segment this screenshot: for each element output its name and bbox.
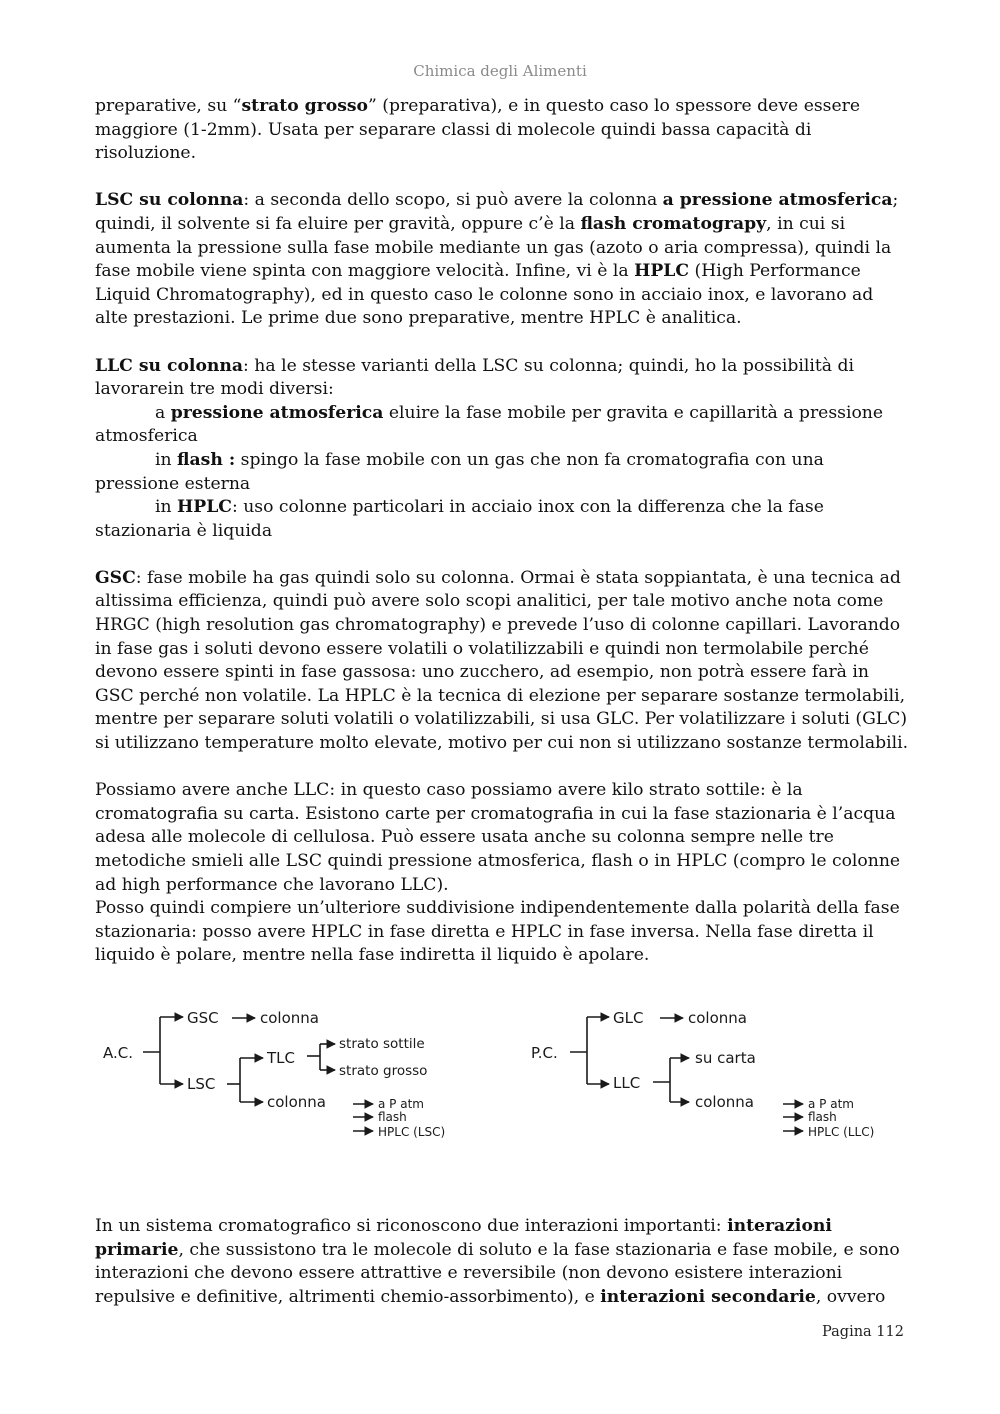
bold-term: LLC su colonna [95,355,244,376]
text: : fase mobile ha gas quindi solo su colonna. Ormai è stata soppiantata, è una tecnica ad altissima efficienza, quindi può avere solo scopi analitici, per tale motivo anche nota come HRGC (high resolution gas chromatography) e prevede l’uso di colonne capillari. Lavorando in fase gas i soluti devono essere volatili o volatilizzabili e quindi non termolabile perché devono essere spinti in fase gassosa: uno zucchero, ad esempio, non potrà essere farà in GSC perché non volatile. La HPLC è la tecnica di elezione per separare sostanze termolabili, mentre per separare soluti volatili o volatilizzabili, si usa GLC. Per volatilizzare i soluti (GLC) si utilizzano temperature molto elevate, motivo per cui non si utilizzano sostanze termolabili. [95,567,909,754]
node-llc-patm: a P atm [808,1097,854,1111]
text: eluire la fase mobile per gravita e capillarità a pressione atmosferica [95,402,884,447]
text: , che sussistono tra le molecole di soluto e la fase stazionaria e fase mobile, e sono interazioni che devono essere attrattive e reversibile (non devono esistere interazioni repulsive e definitive, altrimenti chemio-assorbimento), e [95,1239,900,1307]
node-strato-grosso: strato grosso [339,1063,428,1079]
node-strato-sottile: strato sottile [339,1036,425,1052]
bold-term: pressione atmosferica [170,402,384,423]
bold-term: flash cromatograpy [580,213,767,234]
bold-term: HPLC [634,261,690,282]
text: a [155,402,171,423]
text: spingo la fase mobile con un gas che non fa cromatografia con una pressione esterna [95,449,824,494]
text: in [155,449,178,470]
bold-term: HPLC [177,497,232,518]
paragraph-llc-carta: Possiamo avere anche LLC: in questo caso possiamo avere kilo strato sottile: è la cromatografia su carta. Esistono carte per cromatografia in cui la fase stazionaria è l’acqua adesa alle molecole di cellulosa. Può essere usata anche su colonna sempre nelle tre metodiche smieli alle LSC quindi pressione atmosferica, flash o in HPLC (compro le colonne ad high performance che lavorano LLC). [95,780,901,895]
body-text-bottom [95,1215,910,1309]
node-lsc-hplc: HPLC (LSC) [378,1125,446,1139]
text: ; quindi, il solvente si fa eluire per gravità, oppure c’è la [95,190,899,234]
paragraph-lsc-colonna [95,189,910,331]
node-ac: A.C. [103,1044,134,1062]
node-gsc-colonna: colonna [260,1009,319,1027]
node-glc-colonna: colonna [688,1009,747,1027]
node-llc-colonna: colonna [695,1093,754,1111]
page-number: Pagina 112 [822,1324,904,1340]
chromatography-classification-diagram [95,992,910,1152]
text: , ovvero [815,1286,886,1307]
paragraph-interazioni [95,1215,910,1309]
paragraph-llc-colonna [95,355,910,402]
node-tlc: TLC [267,1049,295,1067]
body-text [95,95,910,968]
llc-item-patm [95,402,910,449]
bold-term: interazioni secondarie [600,1286,816,1307]
text: : uso colonne particolari in acciaio inox con la differenza che la fase stazionaria è liquida [95,497,824,541]
llc-item-hplc [95,496,910,543]
llc-item-flash [95,449,910,496]
node-lsc-flash: flash [378,1110,407,1124]
bold-term: LSC su colonna [95,190,244,211]
text: : a seconda dello scopo, si può avere la colonna [243,190,663,211]
text: (High Performance Liquid Chromatography), ed in questo caso le colonne sono in acciaio inox, e lavorano ad alte prestazioni. Le prime due sono preparative, mentre HPLC è analitica. [95,261,874,329]
text: , in cui si aumenta la pressione sulla fase mobile mediante un gas (azoto o aria compressa), quindi la fase mobile viene spinta con maggiore velocità. Infine, vi è la [95,213,892,282]
bold-term: flash : [177,449,236,470]
paragraph-strato-grosso [95,95,910,166]
bold-term: GSC [95,567,136,588]
node-lsc-colonna: colonna [267,1093,326,1111]
node-glc: GLC [613,1009,644,1027]
bold-term: interazioni primarie [95,1216,832,1260]
node-lsc: LSC [187,1075,216,1093]
text: In un sistema cromatografico si riconoscono due interazioni importanti: [95,1216,728,1236]
text: preparative, su “ [95,96,242,116]
text: ” (preparativa), e in questo caso lo spessore deve essere maggiore (1-2mm). Usata per separare classi di molecole quindi bassa capacità di risoluzione. [95,96,861,164]
node-pc: P.C. [531,1044,558,1062]
text: : ha le stesse varianti della LSC su colonna; quindi, ho la possibilità di lavorarein tre modi diversi: [95,355,854,400]
paragraph-gsc [95,567,910,756]
node-llc: LLC [613,1074,641,1092]
bold-term: strato grosso [241,96,369,116]
running-header: Chimica degli Alimenti [413,62,587,80]
bold-term: a pressione atmosferica [662,190,893,211]
node-su-carta: su carta [695,1049,756,1067]
node-llc-flash: flash [808,1110,837,1124]
node-llc-hplc: HPLC (LLC) [808,1125,875,1139]
node-gsc: GSC [187,1009,219,1027]
text: in [155,497,178,518]
node-lsc-patm: a P atm [378,1097,424,1111]
paragraph-fase-diretta: Posso quindi compiere un’ulteriore suddivisione indipendentemente dalla polarità della fase stazionaria: posso avere HPLC in fase diretta e HPLC in fase inversa. Nella fase diretta il liquido è polare, mentre nella fase indiretta il liquido è apolare. [95,898,900,966]
